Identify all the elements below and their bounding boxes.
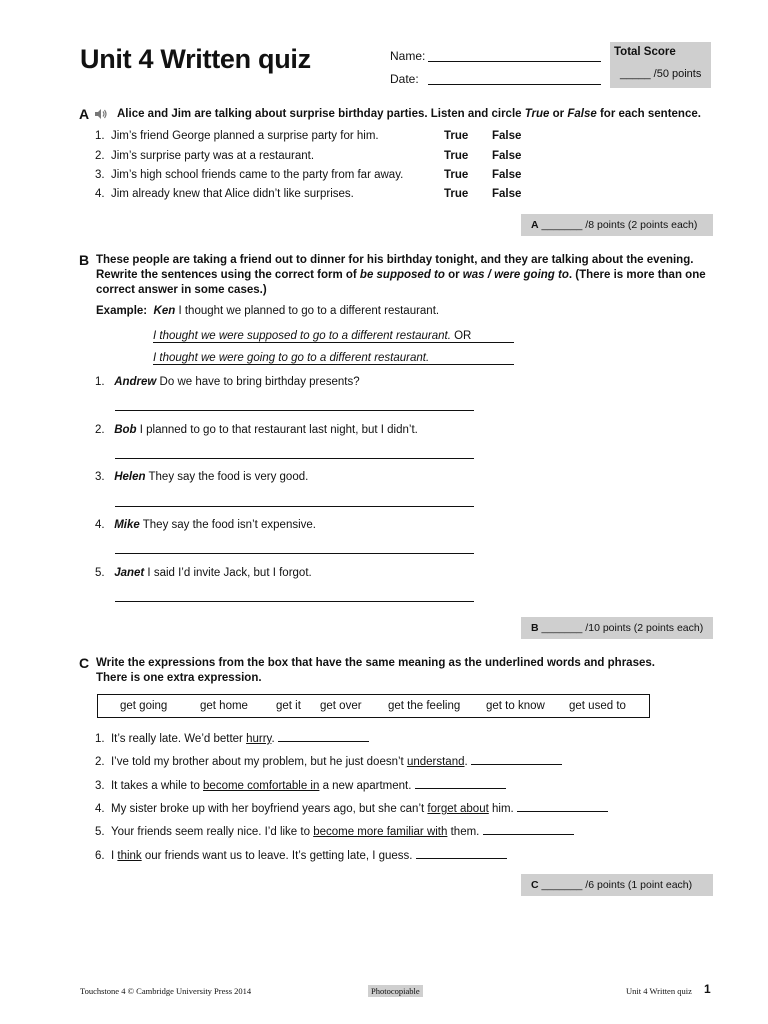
list-item: 5. Your friends seem really nice. I’d like to become more familiar with them. [95,824,574,838]
expression-word: get the feeling [388,700,461,712]
expression-word: get to know [486,700,545,712]
list-item: 3. It takes a while to become comfortable in a new apartment. [95,778,506,792]
answer-blank[interactable] [415,778,506,789]
true-option[interactable]: True [444,150,469,162]
list-item: 2. I’ve told my brother about my problem, but he just doesn’t understand. [95,754,562,768]
section-b-letter: B [79,252,90,268]
true-option[interactable]: True [444,188,469,200]
list-item: 3. Jim’s high school friends came to the party from far away. [95,169,404,181]
answer-blank[interactable] [471,754,562,765]
section-b-points: B _______ /10 points (2 points each) [521,617,713,639]
answer-blank[interactable] [483,824,574,835]
expression-word: get used to [569,700,626,712]
section-a-instruction: Alice and Jim are talking about surprise birthday parties. Listen and circle True or False for each sentence. [117,108,701,120]
section-c-letter: C [79,655,90,671]
date-field[interactable] [428,84,601,85]
section-c-instruction: Write the expressions from the box that have the same meaning as the underlined words and phrases. There is one extra expression. [96,657,655,684]
answer-blank[interactable] [416,848,507,859]
expression-word: get it [276,700,301,712]
example-answer-2: I thought we were going to go to a different restaurant. [153,352,514,365]
section-a-letter: A [79,106,90,122]
list-item: 2. Bob I planned to go to that restaurant last night, but I didn’t. [95,424,418,436]
answer-line[interactable] [115,458,474,459]
answer-line[interactable] [115,601,474,602]
section-a-points: A _______ /8 points (2 points each) [521,214,713,236]
date-label: Date: [390,72,419,86]
page-number: 1 [704,982,711,996]
answer-blank[interactable] [517,801,608,812]
answer-line[interactable] [115,410,474,411]
list-item: 1. Jim’s friend George planned a surprise party for him. [95,130,379,142]
name-label: Name: [390,49,426,63]
false-option[interactable]: False [492,169,522,181]
true-option[interactable]: True [444,169,469,181]
list-item: 6. I think our friends want us to leave. It’s getting late, I guess. [95,848,507,862]
name-field[interactable] [428,61,601,62]
footer-copyright: Touchstone 4 © Cambridge University Press 2014 [80,986,252,996]
list-item: 5. Janet I said I’d invite Jack, but I forgot. [95,567,312,579]
false-option[interactable]: False [492,130,522,142]
list-item: 1. Andrew Do we have to bring birthday presents? [95,376,360,388]
list-item: 3. Helen They say the food is very good. [95,471,309,483]
expression-box [97,694,650,718]
footer-quiz-name: Unit 4 Written quiz [626,986,692,996]
expression-word: get over [320,700,362,712]
section-c-points: C _______ /6 points (1 point each) [521,874,713,896]
expression-word: get home [200,700,248,712]
page-title: Unit 4 Written quiz [80,44,311,74]
false-option[interactable]: False [492,188,522,200]
example-line: Example: Ken I thought we planned to go to a different restaurant. [96,305,440,317]
answer-blank[interactable] [278,731,369,742]
false-option[interactable]: False [492,150,522,162]
total-score-label: Total Score [614,46,676,58]
total-score-box [610,42,711,88]
expression-word: get going [120,700,168,712]
list-item: 4. My sister broke up with her boyfriend years ago, but she can’t forget about him. [95,801,608,815]
example-answer-1: I thought we were supposed to go to a different restaurant. OR [153,330,514,343]
section-b-instruction: These people are taking a friend out to dinner for his birthday tonight, and they are talking about the evening. Rewrite the sentences using the correct form of be supposed to or was / were going to. (There is more than one correct answer in some cases.) [96,254,706,296]
true-option[interactable]: True [444,130,469,142]
answer-line[interactable] [115,506,474,507]
footer-photocopiable: Photocopiable [368,985,423,997]
list-item: 2. Jim’s surprise party was at a restaurant. [95,150,315,162]
total-score-points: _____ /50 points [620,68,702,80]
list-item: 4. Mike They say the food isn’t expensive. [95,519,316,531]
list-item: 1. It’s really late. We’d better hurry. [95,731,369,745]
list-item: 4. Jim already knew that Alice didn’t like surprises. [95,188,354,200]
speaker-icon [94,107,108,121]
answer-line[interactable] [115,553,474,554]
